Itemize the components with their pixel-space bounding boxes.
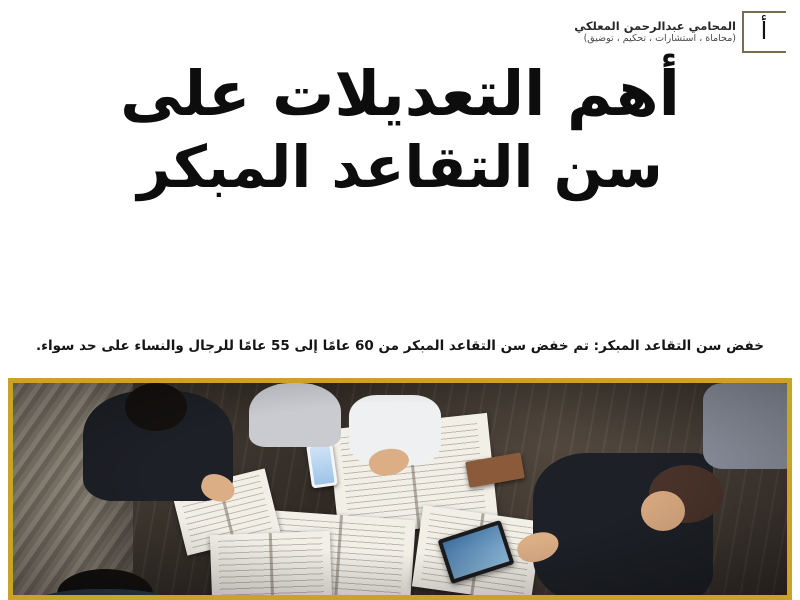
law-firm-monogram-icon [742,9,786,55]
person-far-right-body [703,383,787,469]
person-right-face [641,491,685,531]
person-top-left-head [125,383,187,431]
logo-glyph: أ [760,17,768,45]
phone-screen [309,445,334,485]
brand-header [0,0,800,58]
person-top-middle-body [249,383,341,447]
brand-text-block [574,19,736,45]
brand-subtitle: (محاماة ، استشارات ، تحكيم ، توضيق) [583,33,736,45]
subtitle-text: خفض سن التقاعد المبكر: تم خفض سن التقاعد المبكر من 60 عامًا إلى 55 عامًا للرجال والنساء على حد سواء. [36,338,764,354]
brand-name: المحامي عبدالرحمن المعلكي [574,18,736,33]
headline-line-2: سن التقاعد المبكر [137,132,663,201]
book-bottom-left [210,531,332,595]
book-text-lines [218,537,323,595]
hero-image-frame [8,378,792,600]
page-title [18,56,782,202]
headline-line-1: أهم التعديلات على [120,57,680,130]
hero-image [13,383,787,595]
